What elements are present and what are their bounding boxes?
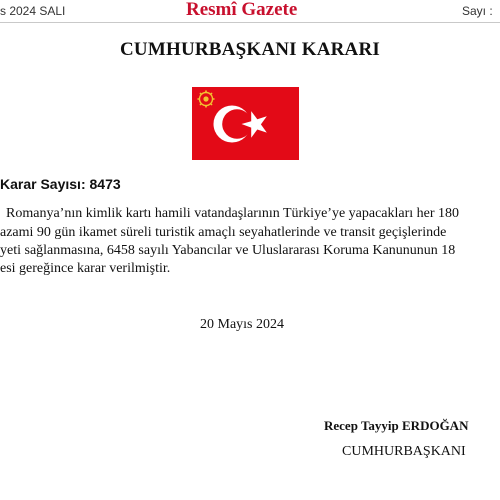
decision-date: 20 Mayıs 2024 [200,317,284,332]
gazette-title[interactable]: Resmî Gazete [186,0,298,20]
presidential-seal-icon [197,90,214,107]
signatory-title: CUMHURBAŞKANI [342,444,466,459]
issue-date: s 2024 SALI [0,4,66,18]
header-divider [0,22,500,23]
decision-body-line: azami 90 gün ikamet süreli turistik amaçlı seyahatlerinde ve transit geçişlerinde [0,225,447,240]
decision-number: Karar Sayısı: 8473 [0,176,121,192]
decision-body-line: yeti sağlanmasına, 6458 sayılı Yabancılar ve Uluslararası Koruma Kanununun 18 [0,243,456,258]
decision-heading: CUMHURBAŞKANI KARARI [120,39,380,60]
decision-body-line: esi gereğince karar verilmiştir. [0,261,171,276]
issue-number-label: Sayı : [462,4,493,18]
turkish-flag-icon [192,87,299,160]
signatory-name: Recep Tayyip ERDOĞAN [324,418,469,433]
decision-body-line: Romanya’nın kimlik kartı hamili vatandaşlarının Türkiye’ye yapacakları her 180 [6,206,460,221]
